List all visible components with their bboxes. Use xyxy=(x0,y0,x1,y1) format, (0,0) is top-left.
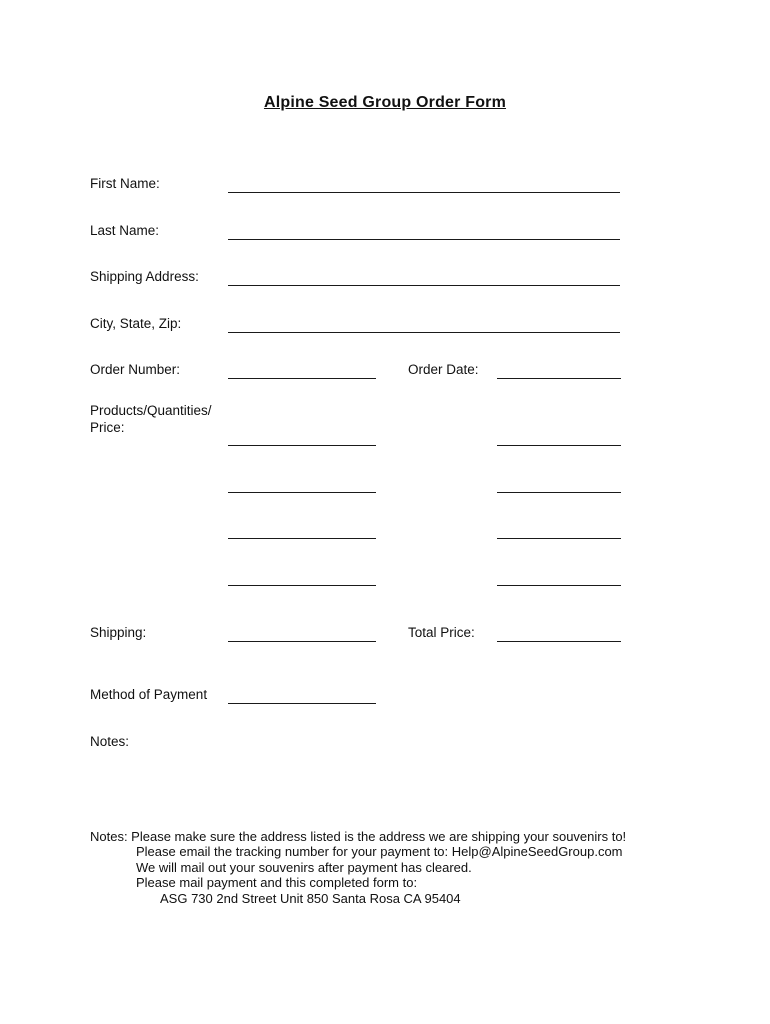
products-label-line1: Products/Quantities/ xyxy=(90,403,212,418)
footer-notes xyxy=(90,829,626,906)
product-price-line-1[interactable] xyxy=(497,432,621,446)
total-price-line[interactable] xyxy=(497,628,621,642)
order-number-line[interactable] xyxy=(228,365,376,379)
city-state-zip-label: City, State, Zip: xyxy=(90,316,182,331)
method-of-payment-label: Method of Payment xyxy=(90,687,208,702)
product-quantity-line-2[interactable] xyxy=(228,479,376,493)
footer-note-line: Please email the tracking number for your payment to: Help@AlpineSeedGroup.com xyxy=(136,844,623,860)
order-date-line[interactable] xyxy=(497,365,621,379)
products-quantities-price-label xyxy=(90,402,212,436)
footer-note-line: We will mail out your souvenirs after payment has cleared. xyxy=(136,859,472,875)
method-of-payment-line[interactable] xyxy=(228,690,376,704)
last-name-line[interactable] xyxy=(228,226,620,240)
last-name-label: Last Name: xyxy=(90,223,160,238)
city-state-zip-line[interactable] xyxy=(228,319,620,333)
footer-note-line: Notes: Please make sure the address listed is the address we are shipping your souvenirs to! xyxy=(90,829,627,844)
shipping-line[interactable] xyxy=(228,628,376,642)
product-quantity-line-4[interactable] xyxy=(228,572,376,586)
footer-note-line: ASG 730 2nd Street Unit 850 Santa Rosa CA 95404 xyxy=(160,890,461,906)
footer-note-line: Please mail payment and this completed form to: xyxy=(136,875,418,891)
product-quantity-line-1[interactable] xyxy=(228,432,376,446)
product-price-line-3[interactable] xyxy=(497,525,621,539)
products-label-line2: Price: xyxy=(90,420,125,435)
first-name-line[interactable] xyxy=(228,179,620,193)
shipping-label: Shipping: xyxy=(90,625,147,640)
notes-label: Notes: xyxy=(90,734,130,749)
shipping-address-line[interactable] xyxy=(228,272,620,286)
order-number-label: Order Number: xyxy=(90,362,181,377)
product-price-line-4[interactable] xyxy=(497,572,621,586)
shipping-address-label: Shipping Address: xyxy=(90,269,199,284)
total-price-label: Total Price: xyxy=(408,625,475,640)
order-date-label: Order Date: xyxy=(408,362,479,377)
page-title: Alpine Seed Group Order Form xyxy=(263,94,507,111)
product-price-line-2[interactable] xyxy=(497,479,621,493)
first-name-label: First Name: xyxy=(90,176,160,191)
product-quantity-line-3[interactable] xyxy=(228,525,376,539)
